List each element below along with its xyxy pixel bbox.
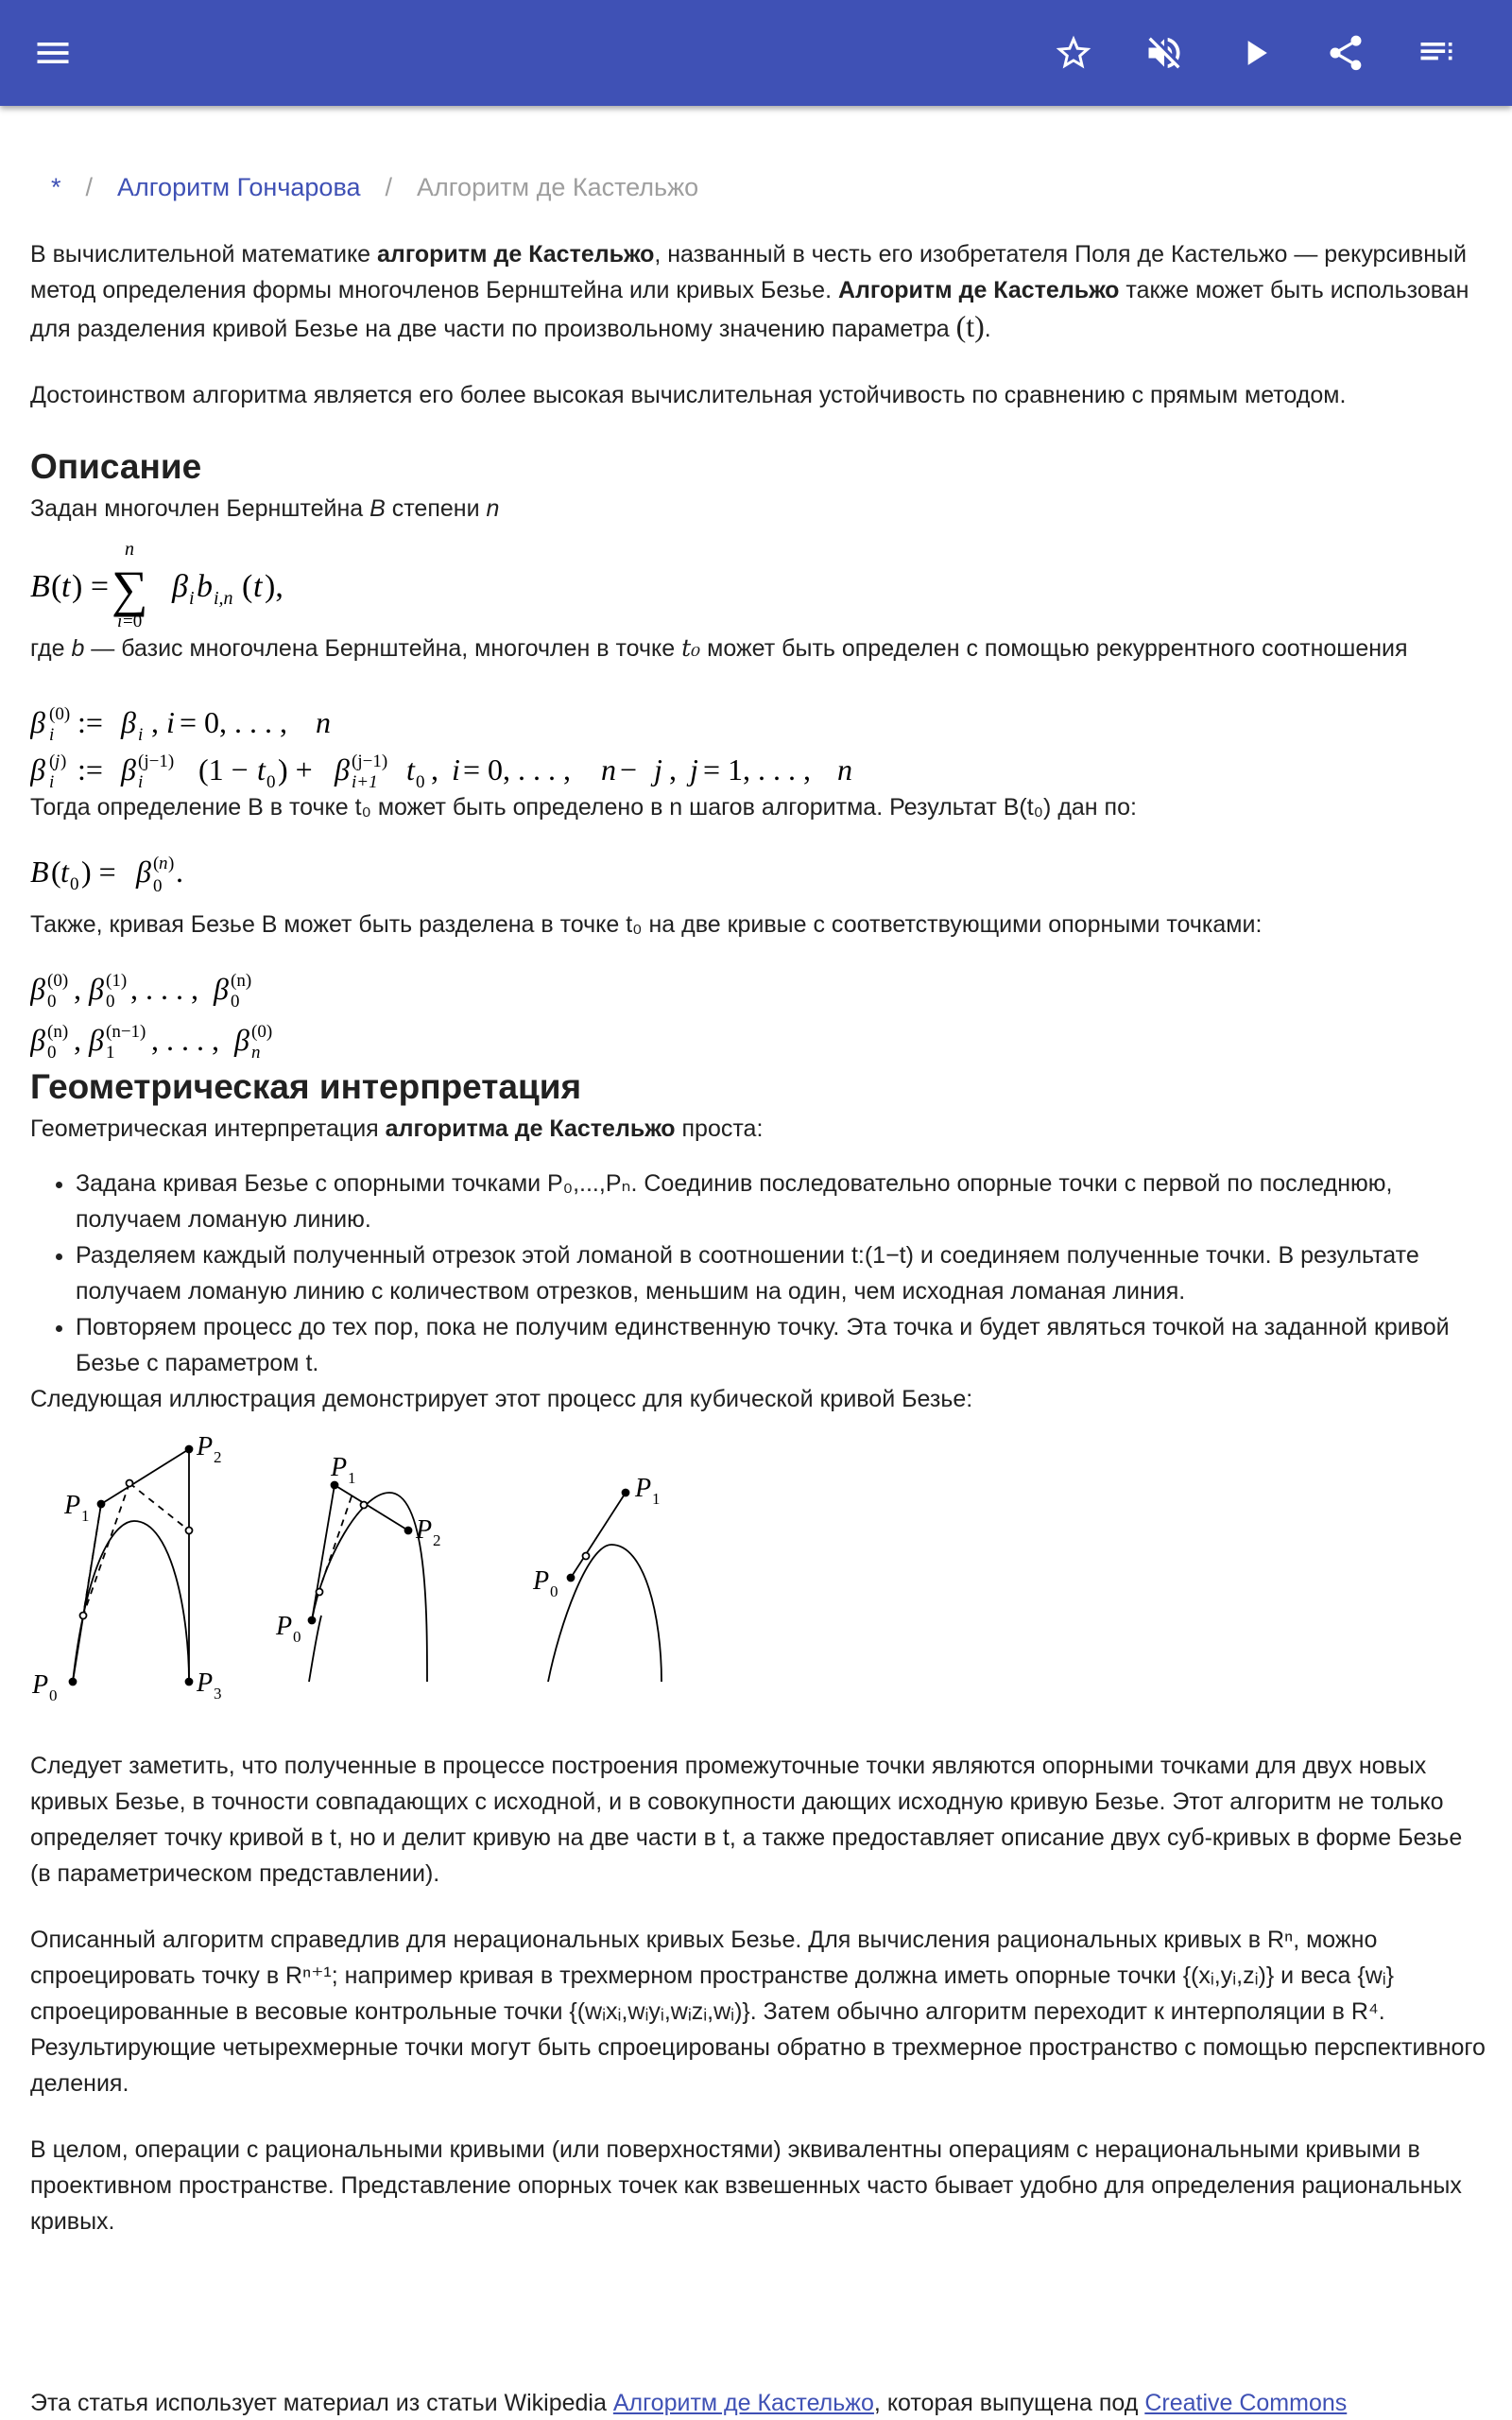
svg-text:β: β bbox=[136, 855, 151, 889]
svg-text:(n−1): (n−1) bbox=[106, 1022, 146, 1042]
formula-control-points bbox=[30, 959, 1486, 1063]
svg-text:0: 0 bbox=[70, 874, 79, 894]
mute-button[interactable] bbox=[1138, 26, 1191, 79]
svg-text:β: β bbox=[121, 752, 136, 786]
formula-recurrence bbox=[30, 685, 1486, 789]
formula-result bbox=[30, 837, 1486, 907]
svg-text:i: i bbox=[452, 752, 460, 786]
svg-text:β: β bbox=[89, 972, 104, 1006]
svg-text::=: := bbox=[77, 705, 103, 739]
section-heading-description: Описание bbox=[30, 447, 202, 486]
svg-text:t: t bbox=[253, 569, 263, 604]
breadcrumb-current: Алгоритм де Кастельжо bbox=[417, 173, 699, 201]
stability-paragraph: Достоинством алгоритма является его более высокая вычислительная устойчивость по сравнению с прямым методом. bbox=[30, 382, 1347, 408]
star-icon bbox=[1053, 32, 1094, 74]
play-icon bbox=[1234, 32, 1276, 74]
svg-text:(: ( bbox=[51, 569, 62, 604]
svg-text:(0): (0) bbox=[47, 971, 69, 991]
svg-text:P: P bbox=[533, 1566, 550, 1596]
svg-text:) =: ) = bbox=[72, 569, 109, 604]
svg-text:0: 0 bbox=[266, 772, 276, 789]
svg-text:0: 0 bbox=[293, 1628, 301, 1646]
svg-text:i: i bbox=[117, 612, 123, 631]
svg-text:,: , bbox=[151, 705, 159, 739]
mute-icon bbox=[1143, 32, 1185, 74]
svg-text:β: β bbox=[30, 1023, 45, 1057]
svg-text:n: n bbox=[316, 705, 331, 739]
description-line-2: где b — базис многочлена Бернштейна, многочлен в точке t₀ может быть определен с помощью рекуррентного соотношения bbox=[30, 634, 1408, 662]
menu-button[interactable] bbox=[26, 26, 79, 79]
svg-text:n: n bbox=[601, 752, 616, 786]
svg-text:1: 1 bbox=[348, 1469, 356, 1487]
svg-text:(: ( bbox=[49, 752, 56, 771]
panel-split-curve bbox=[275, 1453, 441, 1682]
description-line-1: Задан многочлен Бернштейна B степени n bbox=[30, 495, 500, 522]
svg-text:(j−1): (j−1) bbox=[138, 752, 175, 771]
svg-text:B: B bbox=[30, 569, 50, 604]
svg-text:i: i bbox=[138, 772, 144, 789]
svg-text:β: β bbox=[30, 705, 45, 739]
svg-text:(: ( bbox=[153, 854, 160, 873]
svg-text:t: t bbox=[406, 752, 415, 786]
source-article-link[interactable]: Алгоритм де Кастельжо bbox=[612, 2390, 874, 2416]
svg-text:, . . . ,: , . . . , bbox=[130, 972, 198, 1006]
svg-text:P: P bbox=[197, 1432, 214, 1461]
svg-text:= 0, . . . ,: = 0, . . . , bbox=[180, 705, 288, 739]
attribution-footer: Эта статья использует материал из статьи Wikipedia Алгоритм де Кастельжо, которая выпущена под Creative Commons bbox=[30, 2390, 1348, 2416]
geometry-steps-list bbox=[30, 1166, 1486, 1381]
breadcrumb-parent[interactable]: Алгоритм Гончарова bbox=[117, 173, 361, 201]
svg-text:,: , bbox=[74, 972, 81, 1006]
svg-text:),: ), bbox=[265, 569, 284, 604]
svg-text:B: B bbox=[30, 855, 49, 889]
svg-text:i: i bbox=[189, 588, 195, 609]
svg-text:P: P bbox=[32, 1670, 49, 1700]
svg-text:(n): (n) bbox=[47, 1022, 69, 1042]
svg-text:0: 0 bbox=[47, 1043, 57, 1063]
intro-paragraph: В вычислительной математике алгоритм де Кастельжо, названный в честь его изобретателя Поля де Кастельжо — рекурсивный метод определения формы многочленов Бернштейна или кривых Безье. Алгоритм де Кастельжо также может быть использован для разделения кривой Безье на две части по произвольному значению параметра (t). bbox=[30, 241, 1469, 343]
svg-text:) +: ) + bbox=[278, 752, 313, 786]
casteljau-illustration bbox=[30, 1426, 692, 1710]
outro-paragraph-1: Следует заметить, что полученные в процессе построения промежуточные точки являются опорными точками для двух новых кривых Безье, в точности совпадающих с исходной, и в совокупности дающих исходную кривую Безье. Этот алгоритм не только определяет точку кривой в t, но и делит кривую на две части в t, а также предоставляет описание двух суб-кривых в форме Безье (в параметрическом представлении). bbox=[30, 1753, 1463, 1887]
svg-text:β: β bbox=[30, 752, 45, 786]
svg-text:1: 1 bbox=[81, 1507, 90, 1525]
svg-text:0: 0 bbox=[47, 992, 57, 1011]
svg-text:β: β bbox=[234, 1023, 249, 1057]
svg-text:i: i bbox=[49, 772, 55, 789]
svg-text:(0): (0) bbox=[49, 704, 71, 724]
svg-text:P: P bbox=[635, 1474, 652, 1503]
svg-text:0: 0 bbox=[231, 992, 240, 1011]
svg-text:(1 −: (1 − bbox=[198, 752, 249, 786]
svg-text:n: n bbox=[251, 1043, 261, 1063]
svg-text:0: 0 bbox=[49, 1686, 58, 1704]
contents-button[interactable] bbox=[1410, 26, 1463, 79]
outro-paragraph-3: В целом, операции с рациональными кривыми (или поверхностями) эквивалентны операциям с нерациональными кривыми в проективном пространстве. Представление опорных точек как взвешенных часто бывает удобно для определения рациональных кривых. bbox=[30, 2136, 1462, 2235]
svg-text:b: b bbox=[197, 569, 213, 604]
list-item: • Разделяем каждый полученный отрезок этой ломаной в соотношении t:(1−t) и соединяем полученные точки. В результате получаем ломаную линию с количеством отрезков, меньшим на один, чем исходная ломаная линия. bbox=[76, 1237, 1486, 1309]
share-icon bbox=[1325, 32, 1366, 74]
list-item: • Задана кривая Безье с опорными точками P₀,...,Pₙ. Соединив последовательно опорные точки с первой по последнюю, получаем ломаную линию. bbox=[76, 1166, 1486, 1237]
figure-caption: Следующая иллюстрация демонстрирует этот процесс для кубической кривой Безье: bbox=[30, 1386, 973, 1412]
parameter-t: (t) bbox=[955, 309, 985, 343]
svg-text:,: , bbox=[74, 1023, 81, 1057]
section-heading-geometry: Геометрическая интерпретация bbox=[30, 1067, 582, 1106]
svg-text:1: 1 bbox=[106, 1043, 115, 1063]
svg-text:i: i bbox=[138, 725, 144, 745]
svg-text:1: 1 bbox=[652, 1490, 661, 1508]
svg-text:P: P bbox=[416, 1515, 433, 1545]
svg-text:P: P bbox=[197, 1668, 214, 1698]
svg-text:−: − bbox=[620, 752, 638, 786]
svg-text:P: P bbox=[331, 1453, 348, 1482]
svg-text:β: β bbox=[214, 972, 229, 1006]
svg-text:β: β bbox=[335, 752, 350, 786]
svg-text:0: 0 bbox=[153, 876, 163, 896]
svg-text:t: t bbox=[60, 855, 69, 889]
description-line-4: Также, кривая Безье B может быть разделена в точке t₀ на две кривые с соответствующими опорными точками: bbox=[30, 911, 1263, 938]
svg-text:β: β bbox=[30, 972, 45, 1006]
svg-text:(n): (n) bbox=[231, 971, 252, 991]
svg-text:j: j bbox=[690, 752, 698, 786]
favorite-button[interactable] bbox=[1047, 26, 1100, 79]
geometry-intro: Геометрическая интерпретация алгоритма де Кастельжо проста: bbox=[30, 1115, 764, 1142]
svg-text:t: t bbox=[257, 752, 266, 786]
svg-text:0: 0 bbox=[550, 1582, 558, 1600]
svg-text:2: 2 bbox=[433, 1531, 441, 1549]
list-item: • Повторяем процесс до тех пор, пока не получим единственную точку. Эта точка и будет являться точкой на заданной кривой Безье с параметром t. bbox=[76, 1309, 1486, 1381]
outro-paragraph-2: Описанный алгоритм справедлив для нерациональных кривых Безье. Для вычисления рациональных кривых в Rⁿ, можно спроецировать точку в Rⁿ⁺¹; например кривая в трехмерном пространстве должна иметь опорные точки {(xᵢ,yᵢ,zᵢ)} и веса {wᵢ} спроецированные в весовые контрольные точки {(wᵢxᵢ,wᵢyᵢ,wᵢzᵢ,wᵢ)}. Затем обычно алгоритм переходит к интерполяции в R⁴. Результирующие четырехмерные точки могут быть спроецированы обратно в трехмерное пространство с помощью перспективного деления. bbox=[30, 1927, 1486, 2097]
panel-full-curve bbox=[31, 1432, 222, 1704]
svg-text:β: β bbox=[172, 569, 188, 604]
svg-text:(0): (0) bbox=[251, 1022, 273, 1042]
svg-text:i: i bbox=[49, 725, 55, 745]
svg-text:(1): (1) bbox=[106, 971, 128, 991]
svg-text:): ) bbox=[60, 752, 67, 771]
svg-text:β: β bbox=[89, 1023, 104, 1057]
app-bar bbox=[0, 0, 1512, 106]
panel-final-point bbox=[532, 1474, 662, 1682]
svg-text:, . . . ,: , . . . , bbox=[151, 1023, 219, 1057]
svg-text:n: n bbox=[125, 539, 134, 560]
article bbox=[30, 161, 1486, 2270]
formula-bernstein-sum bbox=[30, 527, 1486, 631]
breadcrumb-separator: / bbox=[85, 173, 94, 201]
playlist-icon bbox=[1416, 32, 1457, 74]
svg-text:P: P bbox=[64, 1491, 81, 1520]
svg-text:(: ( bbox=[51, 855, 61, 889]
breadcrumb-home[interactable]: * bbox=[51, 173, 61, 201]
svg-text:n: n bbox=[159, 854, 168, 873]
menu-icon bbox=[32, 32, 74, 74]
svg-text:(j−1): (j−1) bbox=[352, 752, 388, 771]
svg-text:3: 3 bbox=[214, 1685, 222, 1703]
svg-text:(: ( bbox=[242, 569, 253, 604]
svg-text:0: 0 bbox=[106, 992, 115, 1011]
svg-text:,: , bbox=[431, 752, 438, 786]
svg-text:i+1: i+1 bbox=[352, 772, 378, 789]
svg-text:= 0, . . . ,: = 0, . . . , bbox=[463, 752, 572, 786]
svg-text:2: 2 bbox=[214, 1448, 222, 1466]
svg-text:j: j bbox=[55, 752, 60, 771]
svg-text:=0: =0 bbox=[123, 612, 143, 631]
svg-text:,: , bbox=[669, 752, 677, 786]
svg-text:P: P bbox=[276, 1612, 293, 1641]
play-button[interactable] bbox=[1228, 26, 1281, 79]
svg-text:): ) bbox=[168, 854, 175, 873]
svg-text:j: j bbox=[654, 752, 662, 786]
svg-text::=: := bbox=[77, 752, 103, 786]
breadcrumb bbox=[51, 161, 1486, 214]
breadcrumb-separator: / bbox=[385, 173, 393, 201]
svg-text:t: t bbox=[61, 569, 71, 604]
description-line-3: Тогда определение B в точке t₀ может быть определено в n шагов алгоритма. Результат B(t₀) дан по: bbox=[30, 794, 1137, 821]
svg-text:β: β bbox=[121, 705, 136, 739]
svg-text:∑: ∑ bbox=[112, 561, 148, 617]
svg-text:.: . bbox=[176, 855, 183, 889]
svg-text:i,n: i,n bbox=[214, 588, 233, 609]
svg-text:= 1, . . . ,: = 1, . . . , bbox=[703, 752, 812, 786]
svg-text:i: i bbox=[166, 705, 175, 739]
share-button[interactable] bbox=[1319, 26, 1372, 79]
svg-text:n: n bbox=[837, 752, 852, 786]
license-link[interactable]: Creative Commons bbox=[1144, 2390, 1348, 2416]
svg-text:0: 0 bbox=[416, 772, 425, 789]
svg-text:) =: ) = bbox=[81, 855, 116, 889]
